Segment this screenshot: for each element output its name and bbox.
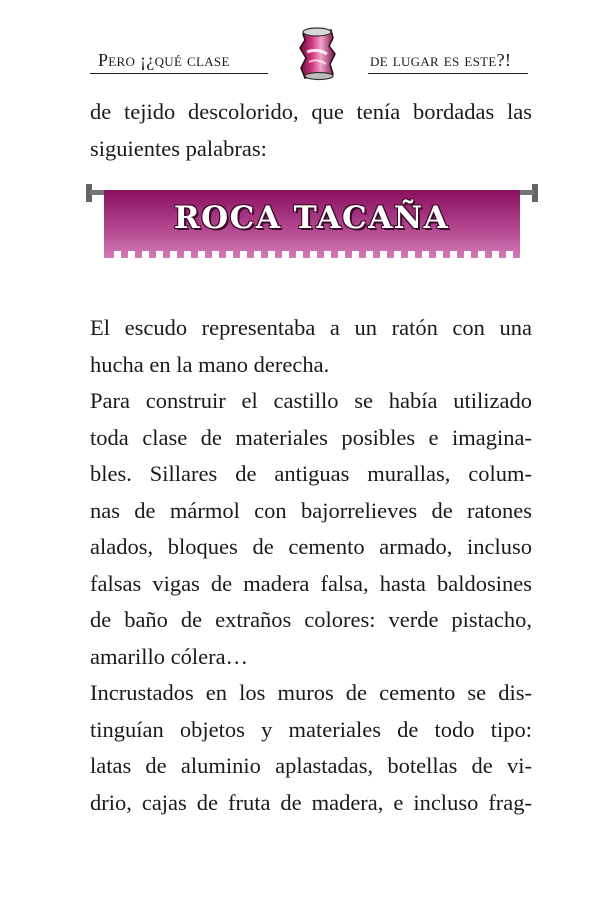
text-line: tinguían objetos y materiales de todo tipo: <box>90 716 532 742</box>
text-line: hucha en la mano derecha. <box>90 351 330 377</box>
intro-paragraph <box>90 94 532 167</box>
text-line: drio, cajas de fruta de madera, e incluso frag- <box>90 789 532 815</box>
running-header-right: de lugar es este?! <box>370 50 512 70</box>
header-rule-right <box>368 73 528 74</box>
text-line: nas de mármol con bajorrelieves de ratones <box>90 497 532 523</box>
text-line: latas de aluminio aplastadas, botellas de vi- <box>90 753 532 778</box>
text-line: de tejido descolorido, que tenía bordadas las <box>90 99 532 124</box>
text-line: siguientes palabras: <box>90 135 267 161</box>
text-line: Para construir el castillo se había utilizado <box>90 388 532 413</box>
text-line: alados, bloques de cemento armado, incluso <box>90 534 532 559</box>
text-line: amarillo cólera… <box>90 643 249 669</box>
banner-title: ROCA TACAÑA <box>173 200 450 236</box>
text-line: El escudo representaba a un ratón con una <box>90 315 532 340</box>
body-paragraph <box>90 310 532 821</box>
text-line: bles. Sillares de antiguas murallas, colum- <box>90 461 532 486</box>
crushed-soda-can-icon <box>295 24 339 82</box>
header-rule-left <box>90 73 268 74</box>
running-header-left: Pero ¡¿qué clase <box>98 50 230 70</box>
text-line: falsas vigas de madera falsa, hasta baldosines <box>90 570 532 596</box>
text-line: Incrustados en los muros de cemento se dis- <box>90 680 532 705</box>
text-line: de baño de extraños colores: verde pistacho, <box>90 607 532 632</box>
text-line: toda clase de materiales posibles e imagina- <box>90 424 532 450</box>
